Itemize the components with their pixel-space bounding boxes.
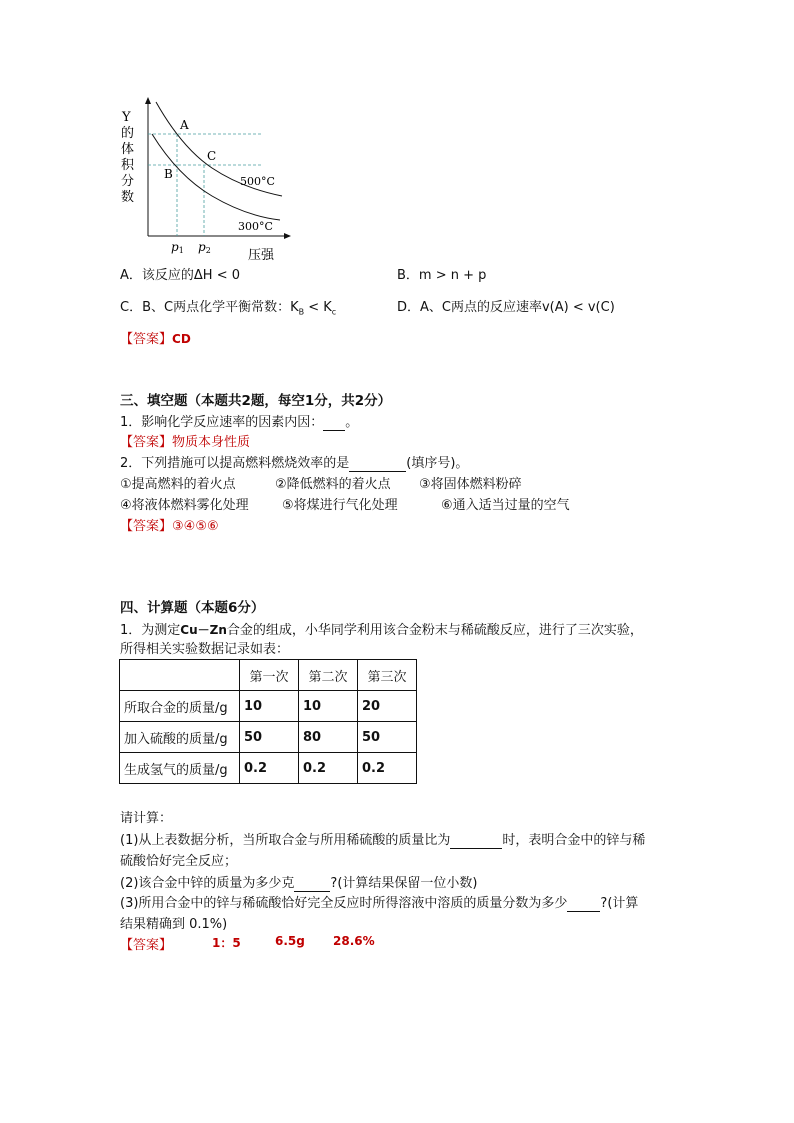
y-axis-arrow — [145, 97, 151, 104]
section3-q2-answer — [120, 515, 219, 534]
section3-q1-answer — [120, 431, 250, 450]
table-header-row — [120, 660, 417, 691]
table-cell: 50 — [240, 722, 299, 753]
point-b-label: B — [164, 167, 173, 181]
section4-q1-blank[interactable] — [450, 833, 502, 849]
section4-q2-b: ?(计算结果保留一位小数) — [330, 876, 478, 891]
equilibrium-chart — [112, 96, 292, 266]
section4-q3-a: (3)所用合金中的锌与稀硫酸恰好完全反应时所得溶液中溶质的质量分数为多少 — [120, 896, 568, 911]
section4-answer-1: 1：5 — [212, 936, 241, 950]
data-table — [119, 659, 417, 784]
table-cell: 80 — [299, 722, 358, 753]
section4-answer-label: 【答案】 — [120, 938, 173, 953]
section4-q1-cont: 硫酸恰好完全反应； — [120, 854, 238, 869]
section3-q1-end: 。 — [345, 415, 359, 430]
table-header-cell: 第一次 — [240, 660, 299, 691]
section3-opt6: ⑥通入适当过量的空气 — [441, 498, 570, 513]
table-cell: 0.2 — [240, 753, 299, 784]
table-cell: 50 — [358, 722, 417, 753]
answer-1 — [120, 328, 191, 347]
section3-q1-answer-label: 【答案】 — [120, 435, 173, 450]
section3-q2 — [120, 452, 468, 472]
section3-q1-answer-value: 物质本身性质 — [172, 435, 251, 450]
section3-q2-text: 2．下列措施可以提高燃料燃烧效率的是 — [120, 456, 350, 471]
curve-300c-label: 300°C — [238, 220, 273, 233]
section3-opt5: ⑤将煤进行气化处理 — [282, 498, 398, 513]
section3-q2-answer-value: ③④⑤⑥ — [172, 519, 219, 534]
option-c-text: C．B、C两点化学平衡常数：K — [120, 300, 299, 315]
section4-intro1 — [120, 619, 643, 638]
section3-opt2: ②降低燃料的着火点 — [275, 477, 391, 492]
option-d: D．A、C两点的反应速率v(A) < v(C) — [397, 300, 615, 315]
section4-title: 四、计算题（本题6分） — [120, 600, 265, 616]
table-header-cell: 第二次 — [299, 660, 358, 691]
p2-label: p2 — [198, 240, 211, 255]
section3-opt4: ④将液体燃料雾化处理 — [120, 498, 249, 513]
y-axis-label-4: 分 — [121, 174, 135, 189]
x-axis-label: 压强 — [248, 248, 275, 263]
option-c-lt: < K — [304, 300, 332, 315]
section3-q2-blank[interactable] — [349, 456, 406, 472]
section4-q2-blank[interactable] — [294, 876, 330, 892]
table-row — [120, 722, 417, 753]
section4-q1-a: (1)从上表数据分析，当所取合金与所用稀硫酸的质量比为 — [120, 833, 451, 848]
section4-answer — [120, 934, 375, 953]
section3-q2-end: (填序号)。 — [406, 456, 469, 471]
section3-opt1: ①提高燃料的着火点 — [120, 477, 236, 492]
option-a: A．该反应的ΔH < 0 — [120, 268, 240, 283]
section4-q2 — [120, 872, 477, 892]
table-header-cell — [120, 660, 240, 691]
y-axis-label-1: 的 — [121, 126, 135, 141]
table-cell: 生成氢气的质量/g — [120, 753, 240, 784]
y-axis-label-5: 数 — [121, 190, 135, 205]
answer-1-label: 【答案】 — [120, 332, 173, 347]
section4-q1-b: 时，表明合金中的锌与稀 — [502, 833, 646, 848]
section4-q3-blank[interactable] — [567, 896, 600, 912]
table-cell: 10 — [240, 691, 299, 722]
section4-q2-a: (2)该合金中锌的质量为多少克 — [120, 876, 295, 891]
section4-q1 — [120, 829, 645, 849]
section3-title: 三、填空题（本题共2题，每空1分，共2分） — [120, 393, 392, 409]
section3-q1 — [120, 411, 358, 431]
y-axis-label-0: Y — [122, 110, 131, 125]
point-a-label: A — [180, 118, 189, 132]
section4-intro2: 所得相关实验数据记录如表： — [120, 642, 290, 657]
section4-intro1-c: 合金的组成，小华同学利用该合金粉末与稀硫酸反应，进行了三次实验， — [226, 623, 643, 638]
section4-prompt: 请计算： — [120, 811, 173, 826]
table-cell: 加入硫酸的质量/g — [120, 722, 240, 753]
section3-q1-blank[interactable] — [323, 415, 345, 431]
y-axis-label-2: 体 — [121, 142, 135, 157]
table-cell: 所取合金的质量/g — [120, 691, 240, 722]
table-header-cell: 第三次 — [358, 660, 417, 691]
table-cell: 10 — [299, 691, 358, 722]
section3-q2-answer-label: 【答案】 — [120, 519, 173, 534]
point-c-label: C — [207, 149, 217, 163]
option-c-sub-b: B — [298, 307, 305, 317]
section4-intro1-b: Cu－Zn — [180, 623, 227, 637]
answer-1-value: CD — [172, 332, 191, 346]
section4-q3-b: ?(计算 — [600, 896, 639, 911]
table-cell: 20 — [358, 691, 417, 722]
table-cell: 0.2 — [299, 753, 358, 784]
section4-answer-3: 28.6% — [333, 934, 375, 948]
option-c-sub-c: c — [331, 307, 337, 317]
option-c — [120, 296, 336, 317]
curve-500c-label: 500°C — [240, 175, 275, 188]
y-axis-label-3: 积 — [121, 158, 135, 173]
section4-q3 — [120, 892, 638, 912]
table-row — [120, 753, 417, 784]
option-b: B．m > n + p — [397, 268, 487, 283]
p1-label: p1 — [171, 240, 184, 255]
section4-q3-cont: 结果精确到 0.1%) — [120, 917, 228, 932]
section3-q1-text: 1．影响化学反应速率的因素内因： — [120, 415, 324, 430]
section3-opt3: ③将固体燃料粉碎 — [419, 477, 522, 492]
section4-intro1-a: 1．为测定 — [120, 623, 181, 638]
table-cell: 0.2 — [358, 753, 417, 784]
table-row — [120, 691, 417, 722]
x-axis-arrow — [284, 233, 291, 239]
section4-answer-2: 6.5g — [275, 934, 305, 948]
